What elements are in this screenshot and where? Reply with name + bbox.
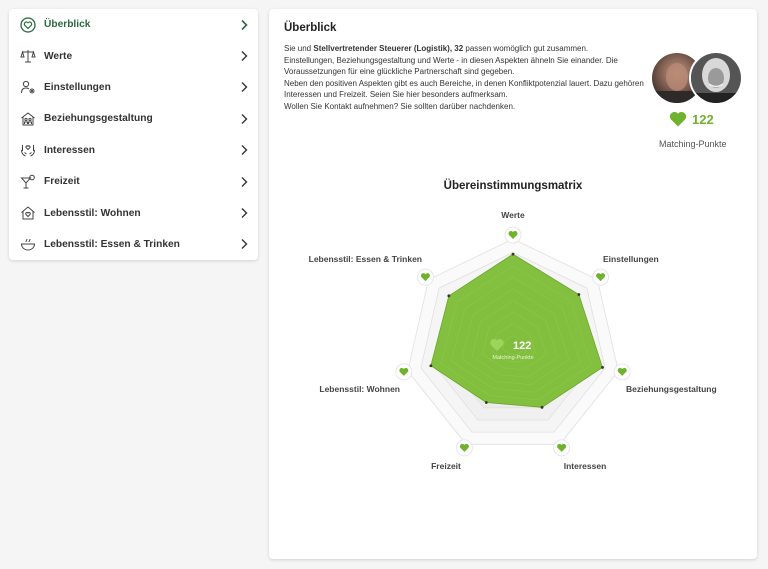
cocktail-icon — [19, 173, 37, 191]
radar-heart-badge — [614, 364, 630, 380]
radar-axis-label: Lebensstil: Wohnen — [319, 384, 400, 394]
matrix-title: Übereinstimmungsmatrix — [443, 180, 583, 192]
sidebar-item-label: Werte — [44, 50, 73, 62]
radar-data-point — [429, 364, 432, 367]
sidebar-item-label: Einstellungen — [44, 81, 111, 93]
heart-circle-icon — [19, 16, 37, 34]
sidebar-item-werte[interactable] — [9, 40, 258, 71]
sidebar-item-ueberblick[interactable] — [9, 9, 258, 40]
description-text: Sie und — [284, 44, 314, 53]
sidebar-item-einstellungen[interactable] — [9, 72, 258, 103]
overview-panel — [269, 9, 757, 559]
radar-chart — [269, 199, 757, 489]
chevron-right-icon — [240, 19, 248, 31]
radar-heart-badge — [396, 364, 412, 380]
heart-icon — [669, 111, 687, 127]
house-people-icon — [19, 110, 37, 128]
chevron-right-icon — [240, 238, 248, 250]
sidebar-item-lebensstil-essen-trinken[interactable] — [9, 229, 258, 260]
radar-heart-badge — [554, 440, 570, 456]
chart-center-label: Matching-Punkte — [492, 355, 534, 361]
radar-data-point — [541, 406, 544, 409]
scales-icon — [19, 47, 37, 65]
sidebar-item-label: Beziehungsgestaltung — [44, 113, 153, 125]
bowl-icon — [19, 235, 37, 253]
overview-description — [284, 43, 654, 113]
radar-data-point — [447, 294, 450, 297]
sidebar-item-freizeit[interactable] — [9, 166, 258, 197]
radar-data-point — [601, 366, 604, 369]
sidebar-item-label: Überblick — [44, 19, 91, 31]
page-title: Überblick — [284, 22, 337, 34]
chevron-right-icon — [240, 144, 248, 156]
radar-axis-label: Einstellungen — [603, 254, 659, 264]
radar-data-point — [512, 253, 515, 256]
matching-score-value: 122 — [692, 111, 714, 127]
radar-heart-badge — [417, 269, 433, 285]
radar-heart-badge — [593, 269, 609, 285]
sidebar-item-interessen[interactable] — [9, 135, 258, 166]
profile-name: Stellvertretender Steuerer (Logistik), 32 — [313, 44, 464, 53]
sidebar-item-label: Freizeit — [44, 176, 80, 188]
sidebar — [9, 9, 258, 260]
person-gear-icon — [19, 78, 37, 96]
sidebar-item-label: Lebensstil: Wohnen — [44, 207, 141, 219]
description-line: Einstellungen, Beziehungsgestaltung und Werte - in diesen Aspekten ähneln Sie einander. Die Voraussetzungen für eine glückliche Partnerschaft sind gegeben. — [284, 55, 618, 77]
radar-heart-badge — [456, 440, 472, 456]
radar-axis-label: Beziehungsgestaltung — [626, 384, 717, 394]
chevron-right-icon — [240, 50, 248, 62]
house-heart-icon — [19, 204, 37, 222]
radar-heart-badge — [505, 227, 521, 243]
match-avatars — [650, 51, 745, 107]
description-line — [284, 43, 654, 55]
chevron-right-icon — [240, 207, 248, 219]
sidebar-item-lebensstil-wohnen[interactable] — [9, 197, 258, 228]
hands-heart-icon — [19, 141, 37, 159]
chevron-right-icon — [240, 176, 248, 188]
description-text: passen womöglich gut zusammen. — [463, 44, 589, 53]
sidebar-item-label: Lebensstil: Essen & Trinken — [44, 238, 180, 250]
description-line: Wollen Sie Kontakt aufnehmen? Sie sollten darüber nachdenken. — [284, 101, 516, 111]
sidebar-item-beziehungsgestaltung[interactable] — [9, 103, 258, 134]
avatar[interactable] — [689, 51, 743, 105]
radar-axis-label: Freizeit — [431, 461, 461, 471]
description-line: Neben den positiven Aspekten gibt es auch Bereiche, in denen Konfliktpotenzial lauert. Dazu gehören Interessen und Freizeit. Seien Sie hier besonders aufmerksam. — [284, 78, 644, 100]
radar-data-point — [485, 401, 488, 404]
radar-axis-label: Interessen — [563, 461, 607, 471]
sidebar-item-label: Interessen — [44, 144, 95, 156]
matching-score — [669, 111, 714, 127]
radar-axis-label: Lebensstil: Essen & Trinken — [308, 254, 422, 264]
matching-score-label: Matching-Punkte — [659, 139, 727, 149]
chart-center-value: 122 — [513, 340, 532, 352]
radar-axis-label: Werte — [501, 210, 525, 220]
radar-data-point — [577, 293, 580, 296]
chevron-right-icon — [240, 81, 248, 93]
chevron-right-icon — [240, 113, 248, 125]
